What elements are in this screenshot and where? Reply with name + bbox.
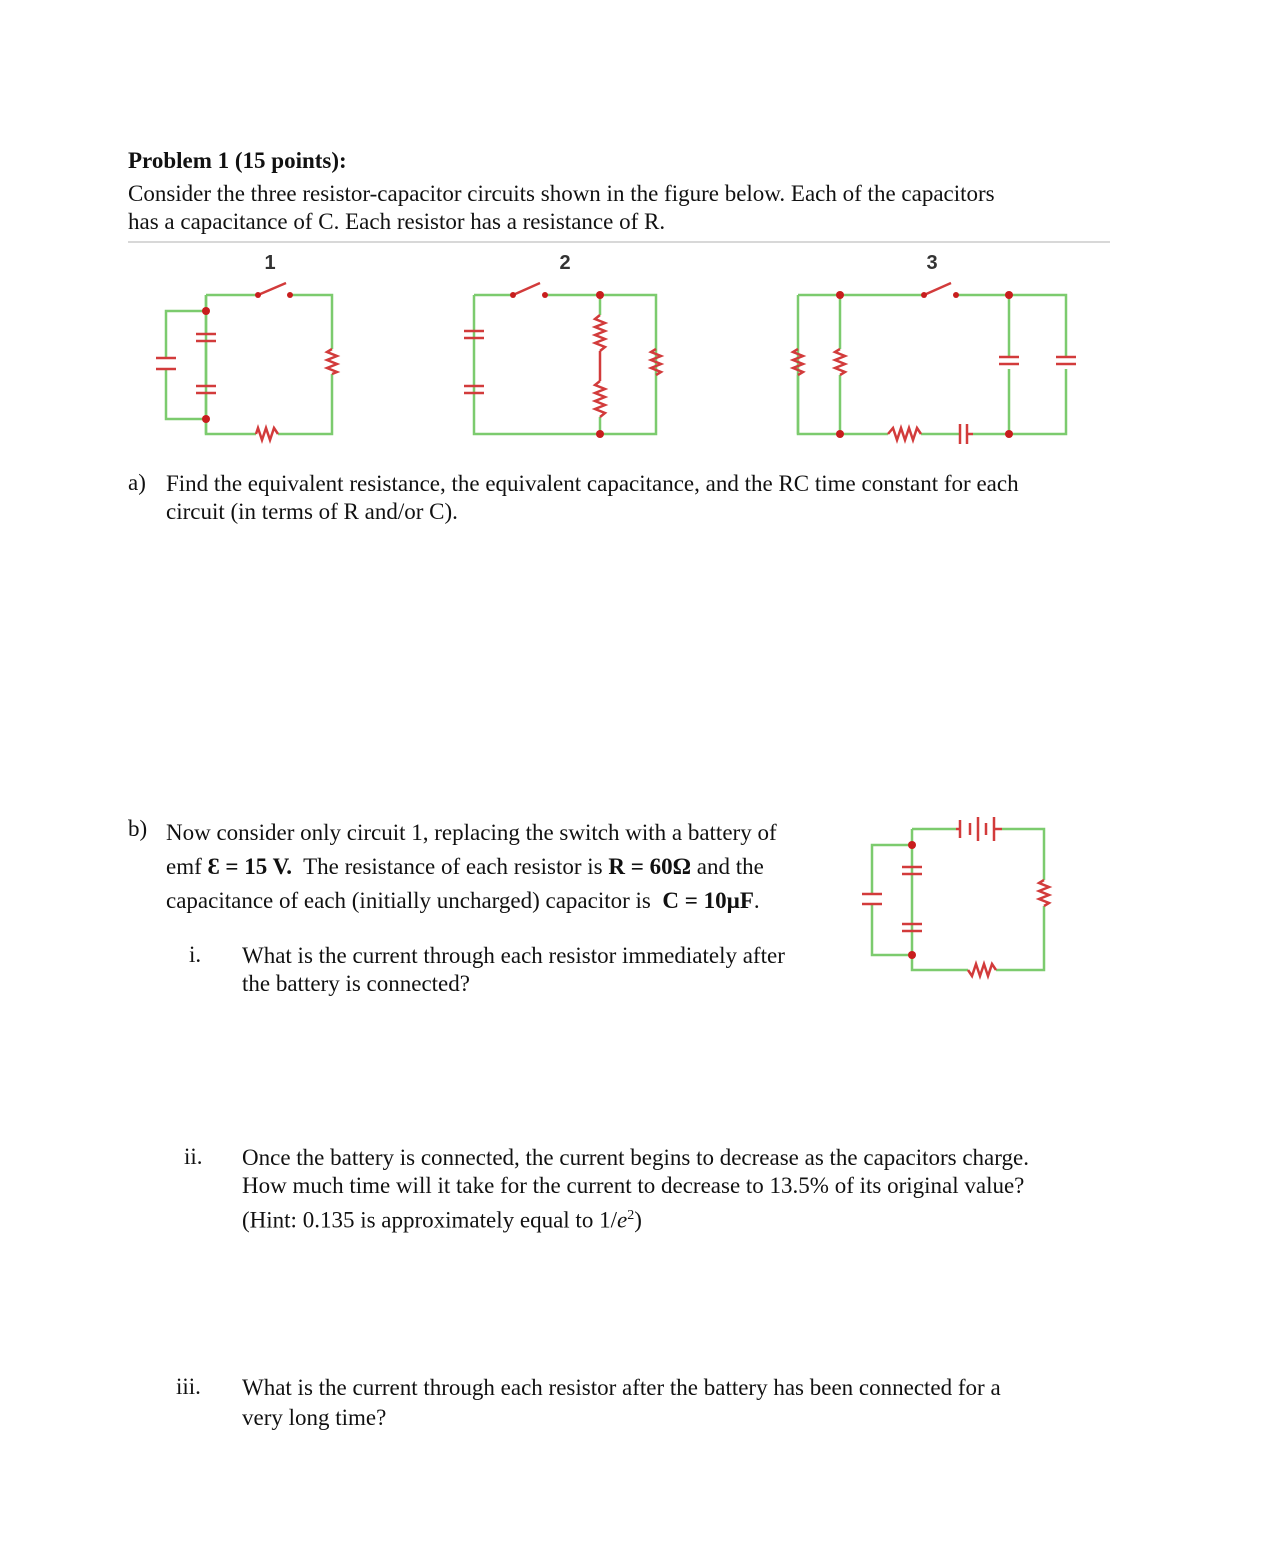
part-a-line-2: circuit (in terms of R and/or C). [166, 499, 458, 524]
circuit-3 [793, 283, 1076, 444]
capacitance-text: capacitance of each (initially uncharged) capacitor is [166, 888, 663, 913]
subpart-i-text [242, 942, 842, 998]
part-a-label: a) [128, 470, 146, 495]
subpart-iii-label: iii. [176, 1374, 201, 1399]
subpart-ii-text [242, 1144, 1142, 1235]
emf-prefix: emf [166, 854, 208, 879]
and-the-text: and the [691, 854, 764, 879]
circuit-label-2: 2 [559, 252, 571, 274]
period: . [753, 888, 760, 913]
hint-var: e [616, 1207, 628, 1233]
circuit-2 [464, 283, 661, 438]
subpart-i-line-1: What is the current through each resistor immediately after [242, 943, 785, 968]
resistance-text: The resistance of each resistor is [292, 854, 609, 879]
hint-exponent: 2 [627, 1208, 635, 1223]
hint-prefix: (Hint: 0.135 is approximately equal to 1/ [242, 1207, 617, 1233]
subpart-ii-label: ii. [184, 1144, 203, 1169]
circuits-figure [128, 241, 1110, 456]
capacitance-value: C = 10µF [662, 888, 754, 913]
part-a-line-1: Find the equivalent resistance, the equivalent capacitance, and the RC time constant for each [166, 471, 1019, 496]
subpart-iii-text [242, 1374, 1142, 1432]
part-b-text [166, 816, 846, 918]
circuit-label-1: 1 [264, 252, 276, 274]
subpart-ii-line-1: Once the battery is connected, the current begins to decrease as the capacitors charge. [242, 1145, 1029, 1170]
subpart-i-line-2: the battery is connected? [242, 971, 470, 996]
resistance-value: R = 60Ω [608, 854, 691, 879]
circuit-1-battery-figure [860, 812, 1060, 982]
part-b-line-3 [166, 884, 846, 918]
hint-suffix: ) [634, 1207, 642, 1233]
problem-intro [128, 180, 1128, 236]
intro-line-1: Consider the three resistor-capacitor circuits shown in the figure below. Each of the capacitors [128, 181, 995, 206]
subpart-iii-line-2: very long time? [242, 1405, 387, 1430]
subpart-ii-hint [242, 1202, 1142, 1235]
emf-value: Ɛ = 15 V. [207, 854, 292, 879]
subpart-ii-line-2: How much time will it take for the current to decrease to 13.5% of its original value? [242, 1173, 1025, 1198]
part-b-line-2 [166, 850, 846, 884]
part-a-text [166, 470, 1116, 526]
part-b-label: b) [128, 816, 148, 841]
subpart-iii-line-1: What is the current through each resistor after the battery has been connected for a [242, 1375, 1001, 1400]
subpart-i-label: i. [189, 942, 202, 967]
circuit-1 [156, 283, 337, 440]
part-b-line-1: Now consider only circuit 1, replacing the switch with a battery of [166, 820, 777, 845]
problem-title: Problem 1 (15 points): [128, 148, 347, 173]
intro-line-2: has a capacitance of C. Each resistor has a resistance of R. [128, 209, 666, 234]
circuit-label-3: 3 [926, 252, 938, 274]
